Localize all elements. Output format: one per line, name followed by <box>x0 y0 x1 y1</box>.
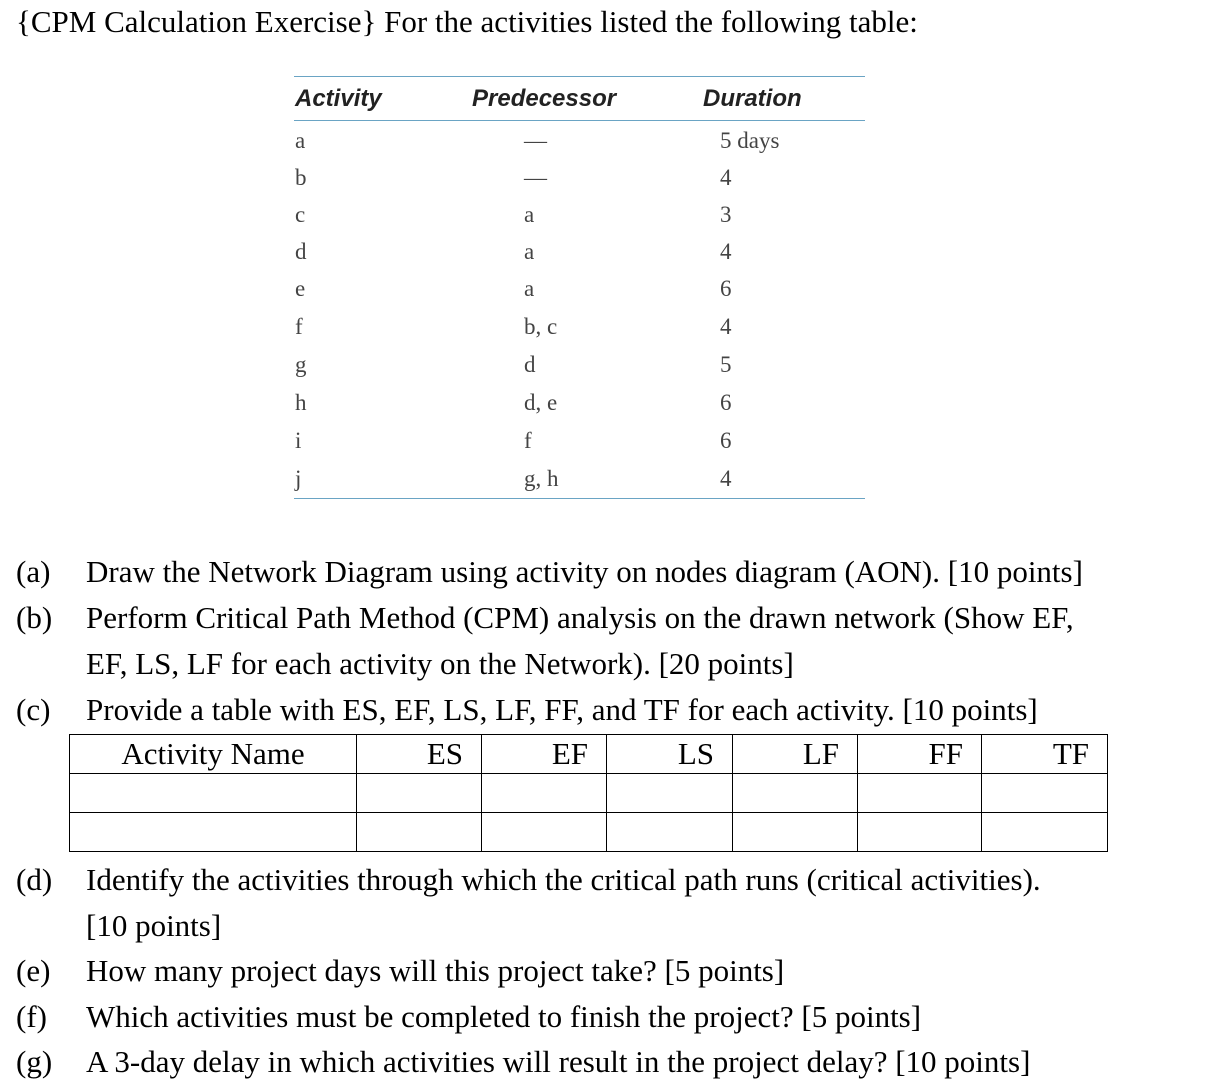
answer-cell[interactable] <box>482 813 607 852</box>
table-row <box>294 233 865 270</box>
answer-cell[interactable] <box>70 813 357 852</box>
table-bottom-rule <box>294 498 865 499</box>
header-es: ES <box>357 735 482 774</box>
table-row <box>294 460 865 497</box>
activity-cell: i <box>295 428 302 453</box>
predecessor-cell: — <box>524 128 547 153</box>
duration-cell: 6 <box>720 428 732 453</box>
duration-cell: 4 <box>720 314 732 339</box>
table-row <box>294 270 865 307</box>
header-predecessor: Predecessor <box>472 85 617 112</box>
predecessor-cell: d, e <box>524 390 558 415</box>
exercise-title: {CPM Calculation Exercise} For the activities listed the following table: <box>16 4 918 39</box>
question-label: (f) <box>16 999 47 1034</box>
question-text: Which activities must be completed to finish the project? [5 points] <box>86 999 922 1034</box>
answer-cell[interactable] <box>858 774 982 813</box>
duration-cell: 4 <box>720 466 732 491</box>
header-ls: LS <box>607 735 733 774</box>
answer-table <box>69 734 1108 852</box>
question-c <box>16 690 1206 730</box>
activity-cell: e <box>295 276 306 301</box>
header-activity: Activity <box>295 85 382 112</box>
predecessor-cell: g, h <box>524 466 559 491</box>
answer-cell[interactable] <box>733 813 858 852</box>
duration-cell: 4 <box>720 165 732 190</box>
activity-cell: h <box>295 390 307 415</box>
question-f <box>16 997 1206 1037</box>
answer-table-header <box>70 735 1108 774</box>
answer-cell[interactable] <box>607 774 733 813</box>
duration-cell: 3 <box>720 202 732 227</box>
question-e <box>16 951 1206 991</box>
table-header-rule <box>294 120 865 121</box>
question-text: Perform Critical Path Method (CPM) analysis on the drawn network (Show EF, <box>86 600 1074 635</box>
question-d <box>16 860 1206 946</box>
predecessor-cell: a <box>524 202 535 227</box>
question-label: (g) <box>16 1044 53 1079</box>
question-text: Provide a table with ES, EF, LS, LF, FF, and TF for each activity. [10 points] <box>86 692 1038 727</box>
question-b <box>16 598 1206 684</box>
table-row <box>294 384 865 421</box>
table-top-rule <box>294 76 865 77</box>
table-row <box>294 308 865 345</box>
answer-cell[interactable] <box>982 813 1108 852</box>
answer-cell[interactable] <box>70 774 357 813</box>
activity-cell: j <box>295 466 302 491</box>
activity-cell: b <box>295 165 307 190</box>
question-label: (a) <box>16 554 51 589</box>
duration-cell: 4 <box>720 239 732 264</box>
table-row <box>70 813 1108 852</box>
activity-cell: d <box>295 239 307 264</box>
question-text: Identify the activities through which the critical path runs (critical activities). <box>86 862 1041 897</box>
activity-cell: f <box>295 314 303 339</box>
answer-cell[interactable] <box>357 813 482 852</box>
activity-cell: a <box>295 128 306 153</box>
answer-cell[interactable] <box>733 774 858 813</box>
question-text-cont: [10 points] <box>86 908 222 943</box>
duration-cell: 6 <box>720 390 732 415</box>
question-text: A 3-day delay in which activities will result in the project delay? [10 points] <box>86 1044 1031 1079</box>
table-row <box>294 346 865 383</box>
table-row <box>70 774 1108 813</box>
header-duration: Duration <box>703 85 802 112</box>
header-ef: EF <box>482 735 607 774</box>
table-row <box>294 196 865 233</box>
question-a <box>16 552 1206 592</box>
table-row <box>294 422 865 459</box>
predecessor-cell: — <box>524 165 547 190</box>
table-row <box>294 122 865 159</box>
predecessor-cell: d <box>524 352 536 377</box>
question-g <box>16 1042 1206 1082</box>
question-label: (c) <box>16 692 51 727</box>
question-text: Draw the Network Diagram using activity on nodes diagram (AON). [10 points] <box>86 554 1083 589</box>
question-label: (d) <box>16 862 53 897</box>
activity-cell: c <box>295 202 306 227</box>
question-label: (b) <box>16 600 53 635</box>
question-text-cont: EF, LS, LF for each activity on the Network). [20 points] <box>86 646 794 681</box>
answer-cell[interactable] <box>357 774 482 813</box>
answer-cell[interactable] <box>482 774 607 813</box>
header-lf: LF <box>733 735 858 774</box>
predecessor-cell: a <box>524 239 535 264</box>
header-activity-name: Activity Name <box>70 735 357 774</box>
question-text: How many project days will this project take? [5 points] <box>86 953 785 988</box>
predecessor-cell: a <box>524 276 535 301</box>
header-ff: FF <box>858 735 982 774</box>
activity-cell: g <box>295 352 307 377</box>
duration-cell: 5 days <box>720 128 780 153</box>
answer-cell[interactable] <box>982 774 1108 813</box>
activity-table <box>294 76 865 500</box>
predecessor-cell: b, c <box>524 314 558 339</box>
header-tf: TF <box>982 735 1108 774</box>
answer-cell[interactable] <box>858 813 982 852</box>
duration-cell: 6 <box>720 276 732 301</box>
question-label: (e) <box>16 953 51 988</box>
answer-cell[interactable] <box>607 813 733 852</box>
duration-cell: 5 <box>720 352 732 377</box>
table-row <box>294 159 865 196</box>
predecessor-cell: f <box>524 428 532 453</box>
